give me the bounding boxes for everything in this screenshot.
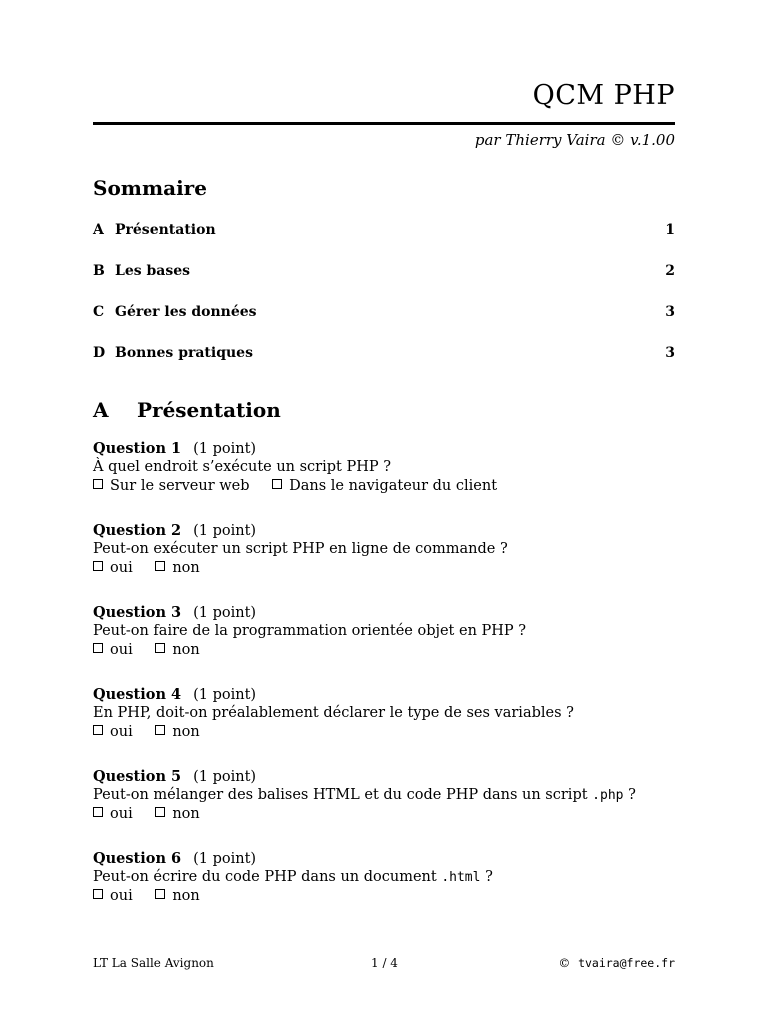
answer-option-label: non: [172, 642, 200, 658]
question-text: [93, 622, 675, 641]
question-text-part: À quel endroit s’exécute un script PHP ?: [93, 459, 392, 475]
answer-option-label: Sur le serveur web: [110, 478, 250, 494]
answer-option[interactable]: [93, 724, 133, 740]
checkbox[interactable]: [93, 889, 103, 899]
checkbox[interactable]: [155, 561, 165, 571]
footer-contact: [558, 956, 675, 970]
answer-option[interactable]: [93, 642, 133, 658]
toc-entry-label: Présentation: [115, 222, 216, 238]
question-label: Question 5: [93, 768, 182, 785]
question-text-part: Peut-on mélanger des balises HTML et du code PHP dans un script: [93, 787, 593, 803]
document-page: [93, 0, 675, 1024]
question-header: [93, 440, 675, 458]
question-text-part: Peut-on faire de la programmation orientée objet en PHP ?: [93, 623, 527, 639]
section-letter: A: [93, 398, 109, 422]
toc-entry-page: 2: [665, 263, 675, 279]
answer-option-label: oui: [110, 888, 133, 904]
question-points: (1 point): [193, 769, 257, 785]
question-points: (1 point): [193, 851, 257, 867]
answer-option-label: oui: [110, 560, 133, 576]
checkbox[interactable]: [93, 725, 103, 735]
answer-option[interactable]: [155, 806, 199, 822]
document-title: QCM PHP: [532, 80, 675, 111]
answer-option-label: non: [172, 888, 200, 904]
question-block: [93, 686, 675, 768]
question-text-part: Peut-on exécuter un script PHP en ligne de commande ?: [93, 541, 508, 557]
answer-option[interactable]: [155, 642, 199, 658]
toc-entry-letter: A: [93, 222, 104, 238]
answer-option-label: non: [172, 560, 200, 576]
table-of-contents: [93, 222, 675, 386]
question-label: Question 4: [93, 686, 182, 703]
question-block: [93, 850, 675, 932]
question-options: [93, 887, 675, 905]
toc-entry[interactable]: [93, 222, 675, 263]
question-text-part: ?: [480, 869, 493, 885]
question-label: Question 6: [93, 850, 182, 867]
answer-option[interactable]: [93, 560, 133, 576]
copyright-symbol: ©: [558, 956, 571, 970]
question-options: [93, 723, 675, 741]
question-text-part: En PHP, doit-on préalablement déclarer le type de ses variables ?: [93, 705, 574, 721]
title-rule: [93, 122, 675, 125]
footer-institution: LT La Salle Avignon: [93, 956, 214, 970]
checkbox[interactable]: [155, 643, 165, 653]
question-list: [93, 440, 675, 932]
toc-entry-letter: C: [93, 304, 105, 320]
question-header: [93, 604, 675, 622]
sommaire-heading: Sommaire: [93, 176, 207, 200]
checkbox[interactable]: [93, 479, 103, 489]
checkbox[interactable]: [93, 643, 103, 653]
question-block: [93, 522, 675, 604]
section-heading: [93, 398, 281, 422]
toc-entry-page: 1: [665, 222, 675, 238]
question-points: (1 point): [193, 687, 257, 703]
question-block: [93, 604, 675, 686]
answer-option[interactable]: [155, 888, 199, 904]
answer-option-label: Dans le navigateur du client: [289, 478, 498, 494]
question-points: (1 point): [193, 523, 257, 539]
question-options: [93, 559, 675, 577]
question-options: [93, 805, 675, 823]
question-points: (1 point): [193, 605, 257, 621]
toc-entry-label: Gérer les données: [115, 304, 257, 320]
toc-entry-letter: B: [93, 263, 105, 279]
question-text: [93, 458, 675, 477]
question-label: Question 3: [93, 604, 182, 621]
toc-entry-page: 3: [665, 304, 675, 320]
page-footer: [93, 956, 675, 972]
checkbox[interactable]: [155, 889, 165, 899]
question-options: [93, 641, 675, 659]
answer-option[interactable]: [272, 478, 497, 494]
answer-option[interactable]: [155, 560, 199, 576]
answer-option-label: oui: [110, 806, 133, 822]
question-label: Question 1: [93, 440, 182, 457]
answer-option[interactable]: [93, 478, 250, 494]
answer-option-label: non: [172, 806, 200, 822]
answer-option[interactable]: [93, 806, 133, 822]
question-code: .html: [441, 870, 481, 885]
toc-entry-label: Bonnes pratiques: [115, 345, 253, 361]
question-text: [93, 786, 675, 805]
footer-page-number: 1 / 4: [371, 956, 398, 970]
question-header: [93, 768, 675, 786]
question-text: [93, 540, 675, 559]
checkbox[interactable]: [93, 807, 103, 817]
toc-entry-page: 3: [665, 345, 675, 361]
toc-entry[interactable]: [93, 304, 675, 345]
question-label: Question 2: [93, 522, 182, 539]
toc-entry[interactable]: [93, 263, 675, 304]
question-header: [93, 850, 675, 868]
checkbox[interactable]: [93, 561, 103, 571]
question-code: .php: [592, 788, 624, 803]
question-text-part: ?: [623, 787, 636, 803]
answer-option[interactable]: [155, 724, 199, 740]
question-text: [93, 868, 675, 887]
question-header: [93, 686, 675, 704]
checkbox[interactable]: [155, 807, 165, 817]
checkbox[interactable]: [272, 479, 282, 489]
answer-option-label: non: [172, 724, 200, 740]
question-block: [93, 768, 675, 850]
toc-entry-letter: D: [93, 345, 106, 361]
question-text: [93, 704, 675, 723]
section-title-text: Présentation: [137, 398, 281, 422]
answer-option-label: oui: [110, 724, 133, 740]
answer-option[interactable]: [93, 888, 133, 904]
question-block: [93, 440, 675, 522]
question-options: [93, 477, 675, 495]
checkbox[interactable]: [155, 725, 165, 735]
question-header: [93, 522, 675, 540]
answer-option-label: oui: [110, 642, 133, 658]
question-text-part: Peut-on écrire du code PHP dans un document: [93, 869, 442, 885]
footer-email[interactable]: tvaira@free.fr: [578, 956, 675, 970]
toc-entry[interactable]: [93, 345, 675, 386]
question-points: (1 point): [193, 441, 257, 457]
toc-entry-label: Les bases: [115, 263, 191, 279]
author-line: par Thierry Vaira © v.1.00: [474, 131, 675, 149]
